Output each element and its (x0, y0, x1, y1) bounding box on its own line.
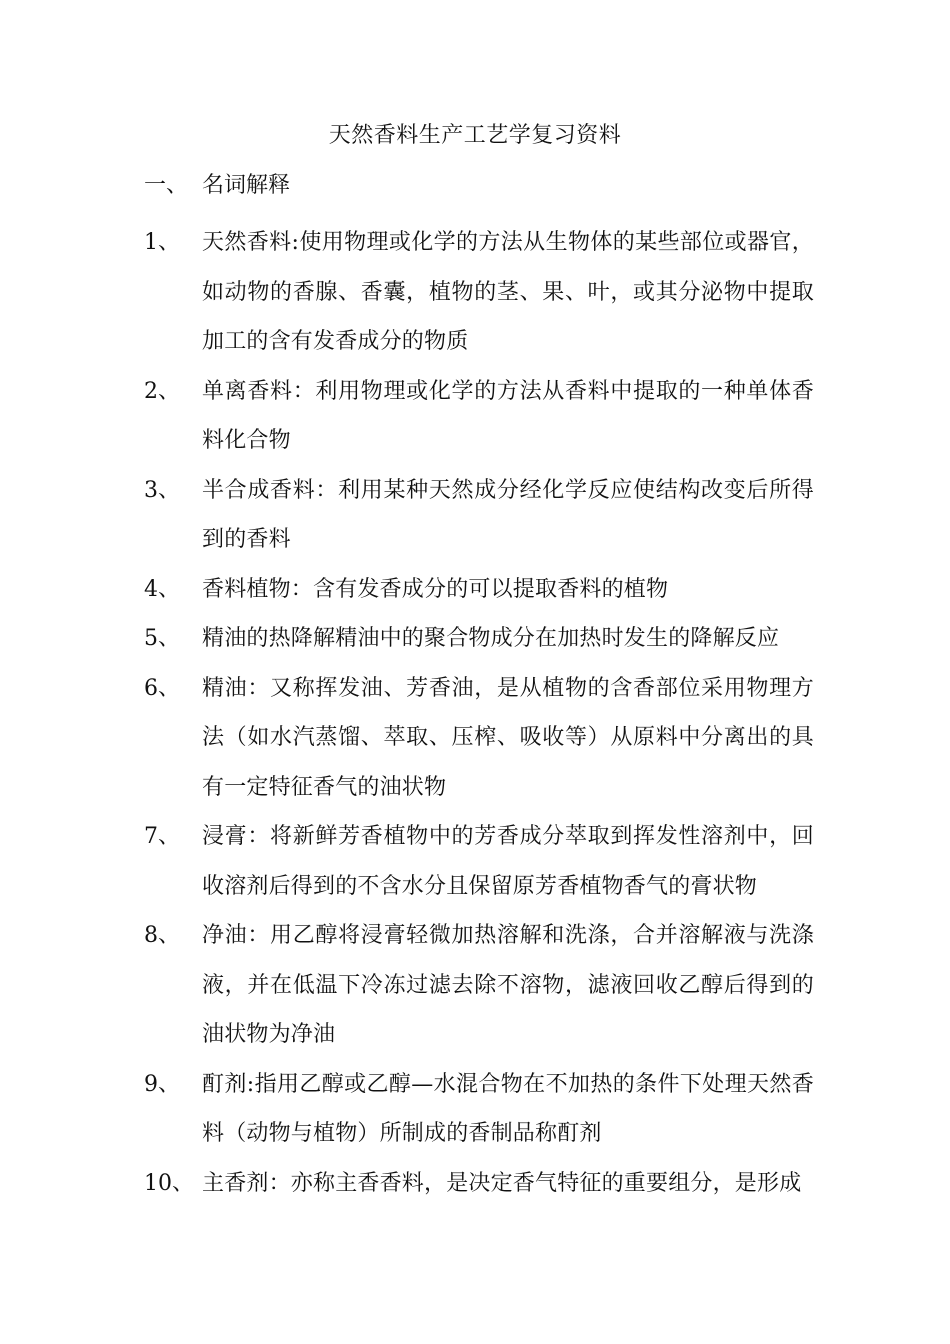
item-text: 天然香料:使用物理或化学的方法从生物体的某些部位或器官，如动物的香腺、香囊，植物的茎、果、叶，或其分泌物中提取加工的含有发香成分的物质 (202, 230, 814, 354)
item-text: 香料植物：含有发香成分的可以提取香料的植物 (202, 576, 669, 602)
list-item (144, 466, 814, 565)
document-title: 天然香料生产工艺学复习资料 (328, 123, 622, 148)
definition-list (144, 218, 814, 1208)
item-number: 5、 (144, 626, 180, 651)
list-item (144, 1060, 814, 1159)
item-number: 4、 (144, 576, 180, 602)
list-item (144, 1159, 814, 1209)
item-text: 净油：用乙醇将浸膏轻微加热溶解和洗涤，合并溶解液与洗涤液，并在低温下冷冻过滤去除不溶物，滤液回收乙醇后得到的油状物为净油 (202, 923, 814, 1047)
list-item (144, 565, 814, 615)
item-number: 1、 (144, 230, 180, 255)
item-number: 2、 (144, 378, 180, 404)
list-item (144, 367, 814, 466)
item-text: 浸膏：将新鲜芳香植物中的芳香成分萃取到挥发性溶剂中，回收溶剂后得到的不含水分且保留原芳香植物香气的膏状物 (202, 824, 814, 899)
section-number: 一、 (144, 173, 189, 198)
item-number: 9、 (144, 1071, 180, 1097)
item-text: 酊剂:指用乙醇或乙醇—水混合物在不加热的条件下处理天然香料（动物与植物）所制成的香制品称酊剂 (202, 1071, 814, 1146)
item-number: 6、 (144, 675, 180, 701)
list-item (144, 911, 814, 1060)
item-text: 半合成香料：利用某种天然成分经化学反应使结构改变后所得到的香料 (202, 477, 814, 552)
list-item (144, 812, 814, 911)
item-number: 7、 (144, 824, 180, 849)
item-text: 精油：又称挥发油、芳香油，是从植物的含香部位采用物理方法（如水汽蒸馏、萃取、压榨、吸收等）从原料中分离出的具有一定特征香气的油状物 (202, 675, 814, 800)
item-text: 主香剂：亦称主香香料，是决定香气特征的重要组分，是形成 (202, 1170, 802, 1196)
section-title: 名词解释 (202, 173, 291, 198)
list-item (144, 664, 814, 813)
item-number: 10、 (144, 1170, 194, 1196)
item-number: 8、 (144, 923, 180, 948)
list-item (144, 218, 814, 367)
list-item (144, 614, 814, 664)
item-text: 单离香料：利用物理或化学的方法从香料中提取的一种单体香料化合物 (202, 378, 814, 453)
item-text: 精油的热降解精油中的聚合物成分在加热时发生的降解反应 (202, 626, 780, 651)
item-number: 3、 (144, 477, 180, 503)
